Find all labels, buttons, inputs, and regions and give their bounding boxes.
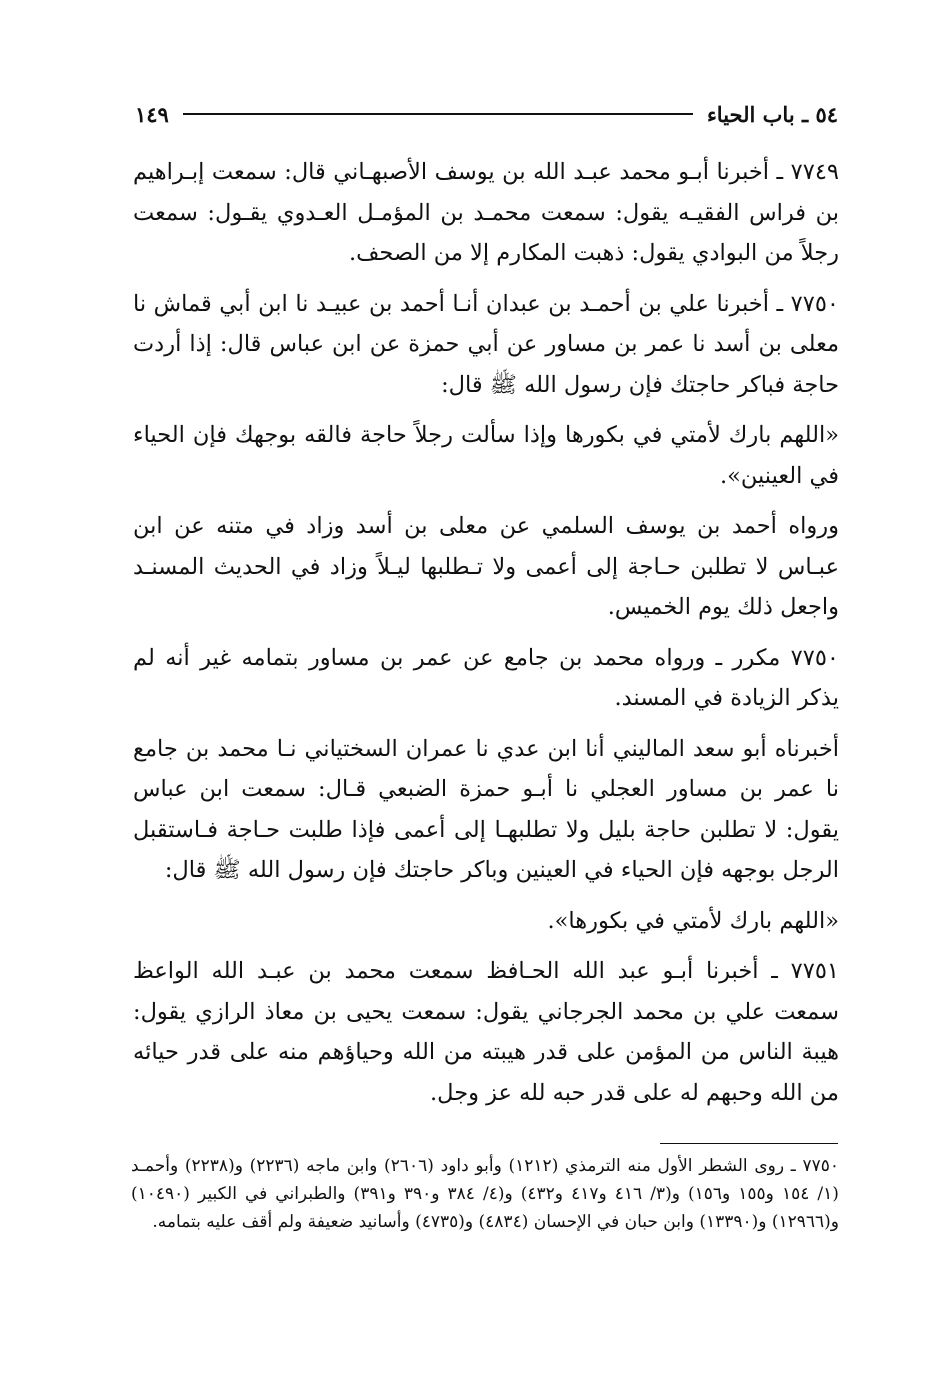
paragraph-7750: ٧٧٥٠ ـ أخبرنا علي بن أحمـد بن عبدان أنـا أحمد بن عبيـد نا ابن أبي قماش نا معلى بن أسد نا عمر بن مساور عن أبي حمزة عن ابن عباس قال: إذا أردت حاجة فباكر حاجتك فإن رسول الله ﷺ قال: xyxy=(133,290,839,398)
main-text xyxy=(133,152,839,1123)
footnote-separator xyxy=(660,1143,838,1144)
footnote xyxy=(131,1152,839,1236)
paragraph-7751: ٧٧٥١ ـ أخبرنا أبـو عبد الله الحـافظ سمعت محمد بن عبـد الله الواعظ سمعت علي بن محمد الجرجاني يقول: سمعت يحيى بن معاذ الرازي يقول: هيبة الناس من المؤمن على قدر هيبته من الله وحياؤهم منه على قدر حيائه من الله وحبهم له على قدر حبه لله عز وجل. xyxy=(133,958,839,1106)
page-number: ١٤٩ xyxy=(135,101,169,127)
hadith-quote-2: «اللهم بارك لأمتي في بكورها». xyxy=(547,907,839,934)
paragraph-7749: ٧٧٤٩ ـ أخبرنا أبـو محمد عبـد الله بن يوسف الأصبهـاني قال: سمعت إبـراهيم بن فراس الفقيـه يقول: سمعت محمـد بن المؤمـل العـدوي يقـول: سمعت رجلاً من البوادي يقول: ذهبت المكارم إلا من الصحف. xyxy=(133,159,839,266)
paragraph-7750-repeat: ٧٧٥٠ مكرر ـ ورواه محمد بن جامع عن عمر بن مساور بتمامه غير أنه لم يذكر الزيادة في المسند. xyxy=(133,644,839,711)
header-rule xyxy=(183,113,693,115)
running-header xyxy=(135,96,838,132)
chapter-title: ٥٤ ـ باب الحياء xyxy=(706,101,838,127)
paragraph-narration-note: ورواه أحمد بن يوسف السلمي عن معلى بن أسد وزاد في متنه عن ابن عبـاس لا تطلبن حـاجة إلى أعمى ولا تـطلبها ليـلاً وزاد في الحديث المسنـد واجعل ذلك يوم الخميس. xyxy=(133,513,839,620)
paragraph-chain: أخبرناه أبو سعد الماليني أنا ابن عدي نا عمران السختياني نـا محمد بن جامع نا عمر بن مساور العجلي نا أبـو حمزة الضبعي قـال: سمعت ابن عباس يقول: لا تطلبن حاجة بليل ولا تطلبهـا إلى أعمى فإذا طلبت حـاجة فـاستقبل الرجل بوجهه فإن الحياء في العينين وباكر حاجتك فإن رسول الله ﷺ قال: xyxy=(133,735,839,883)
hadith-quote-1: «اللهم بارك لأمتي في بكورها وإذا سألت رجلاً حاجة فالقه بوجهك فإن الحياء في العينين». xyxy=(133,422,839,489)
footnote-text: ٧٧٥٠ ـ روى الشطر الأول منه الترمذي (١٢١٢) وأبو داود (٢٦٠٦) وابن ماجه (٢٢٣٦) و(٢٢٣٨) وأحمـد (١/ ١٥٤ و١٥٥ و١٥٦) و(٣/ ٤١٦ و٤١٧ و٤٣٢) و(٤/ ٣٨٤ و٣٩٠ و٣٩١) والطبراني في الكبير (١٠٤٩٠) و(١٢٩٦٦) و(١٣٣٩٠) وابن حبان في الإحسان (٤٨٣٤) و(٤٧٣٥) وأسانيد ضعيفة ولم أقف عليه بتمامه. xyxy=(131,1156,839,1232)
